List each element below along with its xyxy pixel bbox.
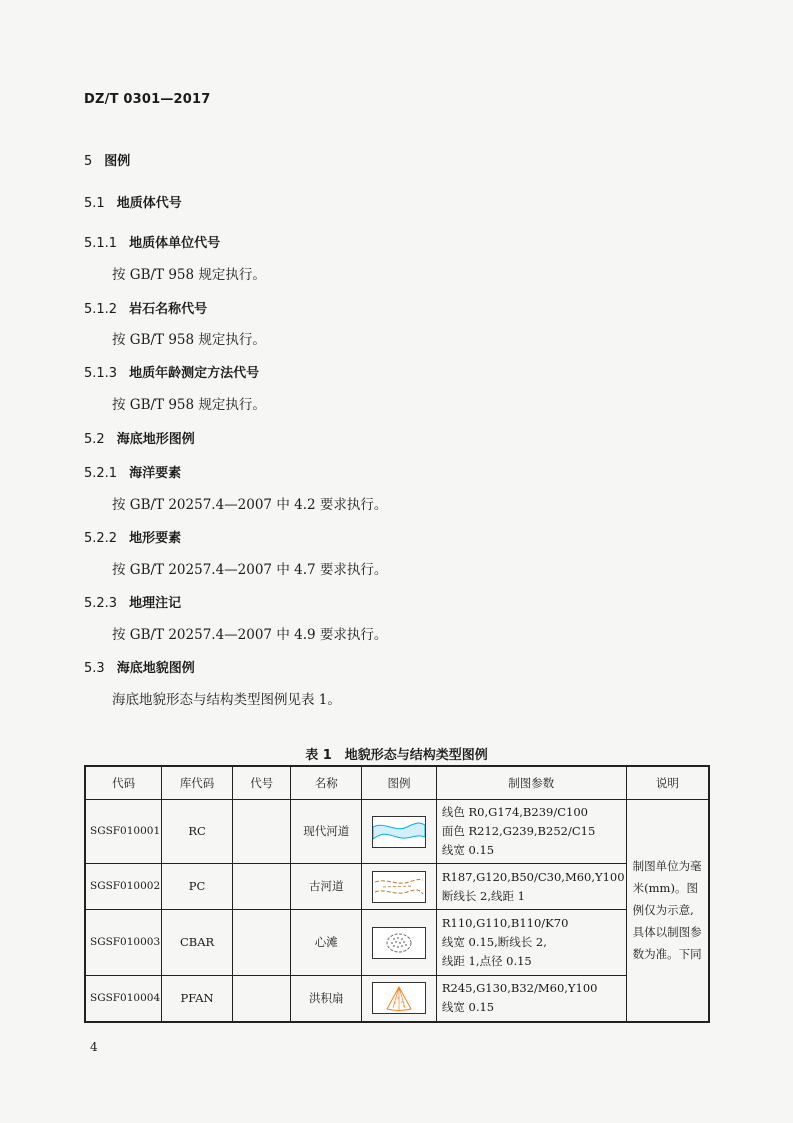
cell-name: 古河道 (291, 864, 362, 910)
cell-symbol (232, 800, 291, 864)
cell-legend (362, 910, 437, 976)
cell-legend (362, 976, 437, 1022)
cell-lib-code: PC (162, 864, 233, 910)
column-header: 名称 (291, 766, 362, 800)
param-line: 线宽 0.15,断线长 2, (441, 935, 547, 949)
section-5-2-3-heading (84, 592, 181, 611)
section-number: 5.1.2 (84, 302, 118, 317)
section-5-1-2-text: 按 GB/T 958 规定执行。 (112, 332, 266, 348)
table-row (85, 976, 709, 1022)
column-header: 制图参数 (436, 766, 626, 800)
legend-table (84, 765, 710, 1023)
column-header: 代码 (85, 766, 162, 800)
section-5-2-1-heading (84, 462, 181, 481)
param-line: 线宽 0.15 (441, 843, 495, 857)
table-row (85, 864, 709, 910)
cell-params (436, 864, 626, 910)
cell-name: 心滩 (291, 910, 362, 976)
cell-symbol (232, 976, 291, 1022)
modern-channel-icon (372, 816, 426, 848)
section-number: 5.1 (84, 196, 105, 211)
param-line: 面色 R212,G239,B252/C15 (441, 824, 596, 838)
cell-name: 洪积扇 (291, 976, 362, 1022)
section-5-2-2-text: 按 GB/T 20257.4—2007 中 4.7 要求执行。 (112, 562, 388, 578)
section-5-2-2-heading (84, 527, 181, 546)
page-number: 4 (90, 1040, 98, 1054)
section-5-2-1-text: 按 GB/T 20257.4—2007 中 4.2 要求执行。 (112, 497, 388, 513)
channel-bar-icon (372, 927, 426, 959)
section-5-3-heading (84, 657, 195, 676)
cell-symbol (232, 910, 291, 976)
param-line: 线色 R0,G174,B239/C100 (441, 805, 588, 819)
param-line: R245,G130,B32/M60,Y100 (441, 981, 598, 996)
cell-params (436, 800, 626, 864)
section-5-1-3-text: 按 GB/T 958 规定执行。 (112, 397, 266, 413)
section-5-1-1-text: 按 GB/T 958 规定执行。 (112, 267, 266, 283)
param-line: 断线长 2,线距 1 (441, 888, 525, 903)
param-line: 线宽 0.15 (441, 1000, 495, 1015)
cell-code: SGSF010004 (85, 976, 162, 1022)
section-5-2-heading (84, 428, 195, 447)
table-title: 表 1 地貌形态与结构类型图例 (305, 748, 488, 763)
column-header: 代号 (232, 766, 291, 800)
section-number: 5.1.1 (84, 236, 118, 251)
section-5-1-3-heading (84, 362, 259, 381)
cell-note: 制图单位为毫米(mm)。图例仅为示意,具体以制图参数为准。下同 (626, 800, 709, 1022)
column-header: 图例 (362, 766, 437, 800)
cell-code: SGSF010003 (85, 910, 162, 976)
section-number: 5.2.3 (84, 596, 118, 611)
section-title: 岩石名称代号 (129, 302, 208, 317)
section-number: 5.2.1 (84, 466, 118, 481)
section-title: 地质年龄测定方法代号 (129, 366, 260, 381)
cell-params (436, 976, 626, 1022)
cell-code: SGSF010002 (85, 864, 162, 910)
column-header: 说明 (626, 766, 709, 800)
section-5-1-1-heading (84, 232, 220, 251)
section-title: 图例 (104, 154, 131, 169)
table-row (85, 910, 709, 976)
section-number: 5.3 (84, 661, 105, 676)
section-title: 海底地形图例 (116, 432, 195, 447)
column-header: 库代码 (162, 766, 233, 800)
cell-code: SGSF010001 (85, 800, 162, 864)
section-number: 5 (84, 154, 93, 169)
cell-lib-code: RC (162, 800, 233, 864)
section-title: 地形要素 (129, 531, 182, 546)
cell-name: 现代河道 (291, 800, 362, 864)
pluvial-fan-icon (372, 982, 426, 1014)
section-5-1-heading (84, 192, 182, 211)
cell-legend (362, 864, 437, 910)
section-number: 5.1.3 (84, 366, 118, 381)
section-5-2-3-text: 按 GB/T 20257.4—2007 中 4.9 要求执行。 (112, 627, 388, 643)
section-title: 地质体代号 (116, 196, 182, 211)
section-title: 海洋要素 (129, 466, 182, 481)
section-number: 5.2.2 (84, 531, 118, 546)
section-title: 地质体单位代号 (129, 236, 221, 251)
cell-legend (362, 800, 437, 864)
section-5-3-text: 海底地貌形态与结构类型图例见表 1。 (112, 692, 341, 708)
param-line: R187,G120,B50/C30,M60,Y100 (441, 869, 625, 884)
cell-params (436, 910, 626, 976)
cell-lib-code: CBAR (162, 910, 233, 976)
section-title: 地理注记 (129, 596, 182, 611)
table-row (85, 800, 709, 864)
section-5-heading (84, 150, 130, 169)
section-title: 海底地貌图例 (116, 661, 195, 676)
param-line: 线距 1,点径 0.15 (441, 954, 532, 968)
section-number: 5.2 (84, 432, 105, 447)
section-5-1-2-heading (84, 298, 207, 317)
param-line: R110,G110,B110/K70 (441, 916, 569, 930)
document-header: DZ/T 0301—2017 (84, 92, 211, 107)
paleo-channel-icon (372, 871, 426, 903)
cell-lib-code: PFAN (162, 976, 233, 1022)
cell-symbol (232, 864, 291, 910)
table-header-row (85, 766, 709, 800)
